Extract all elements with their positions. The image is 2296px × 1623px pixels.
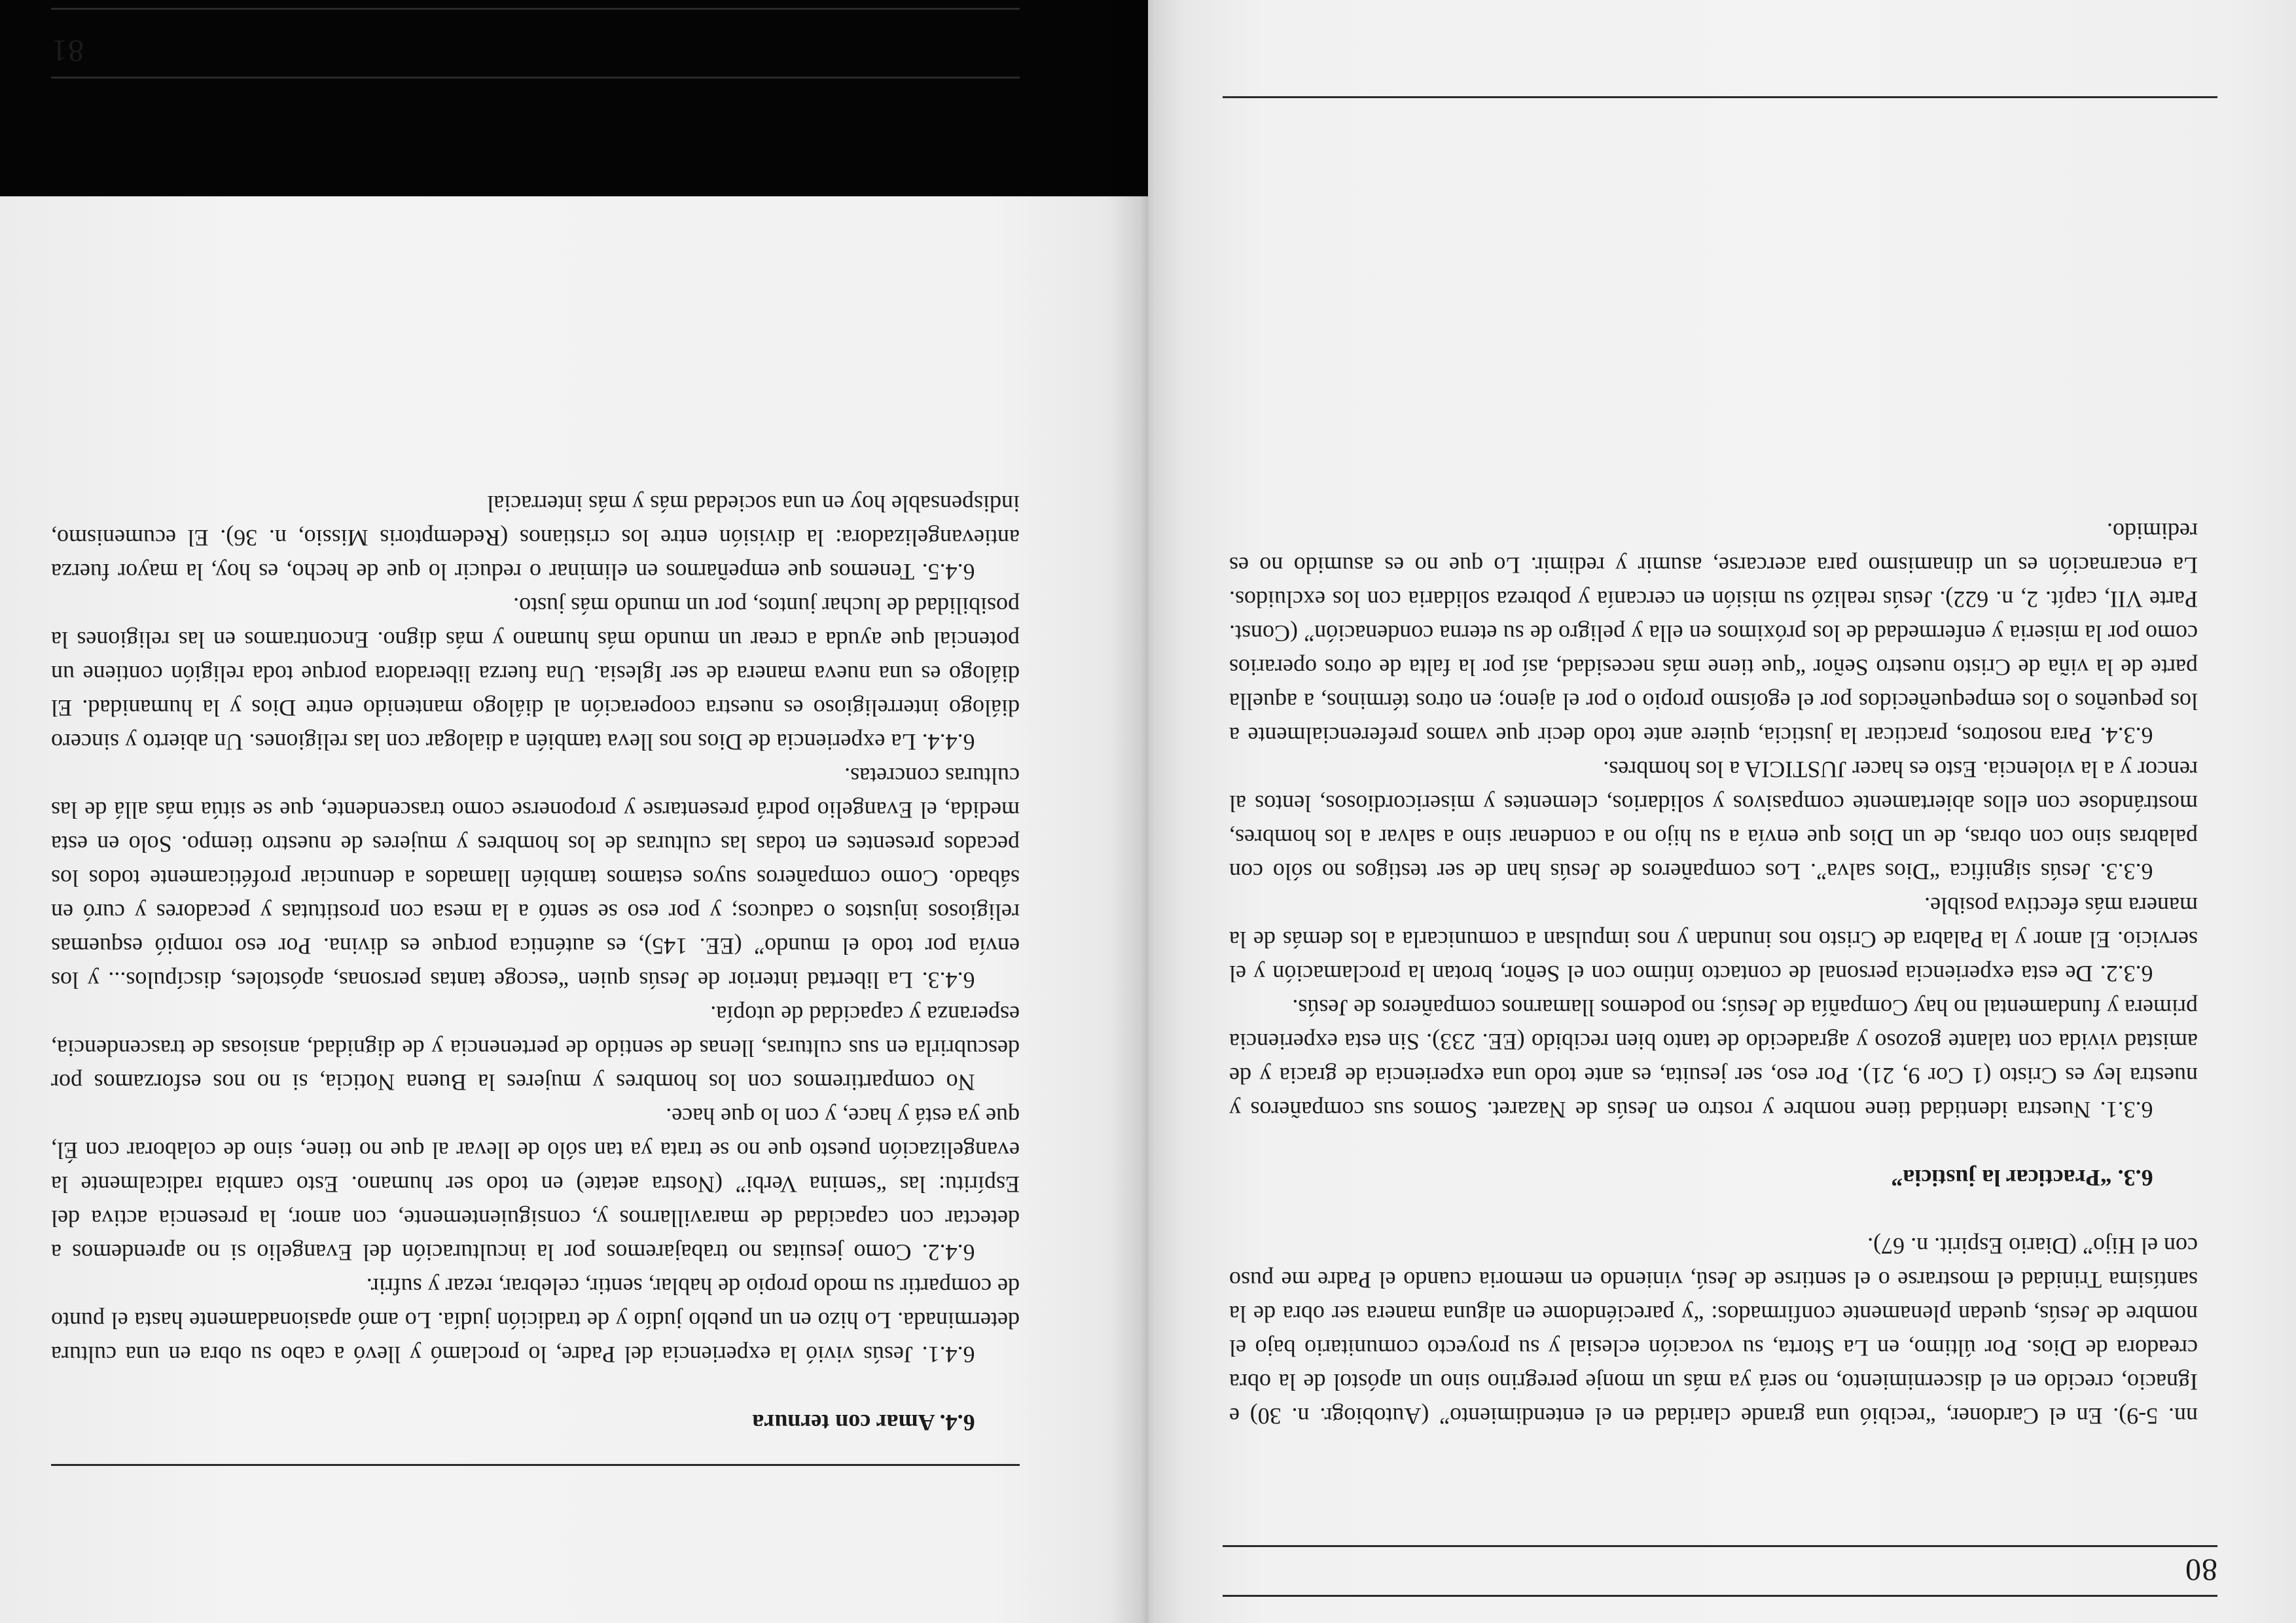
page-81-number: 81 — [51, 33, 84, 68]
page-80-paragraph: nn. 5-9). En el Cardoner, “recibió una grande claridad en el entendimiento” (Autobiogr. n. 30) e Ignacio, crecido en el discernimiento, no será ya más un monje peregrino sino un apóstol de la obra creadora de Dios. Por último, en La Storta, su vocación eclesial y su proyecto comunitario bajo el nombre de Jesús, quedan plenamente confirmados: “y pareciéndome en alguna manera ser obra de la santísima Trinidad el mostrarse o el sentirse de Jesú, viniendo en memoria cuando el Padre me puso con el Hijo” (Diario Espirit. n. 67). — [1229, 1233, 2198, 1429]
page-81-text — [51, 487, 1020, 1440]
page-81-paragraph: No compartiremos con los hombres y mujeres la Buena Noticia, si no nos esforzamos por descubrirla en sus culturas, llenas de sentido de pertenencia y de dignidad, ansiosas de trascendencia, esperanza y capacidad de utopía. — [51, 1001, 1020, 1096]
page-80-number: 80 — [2185, 1552, 2217, 1587]
page-81-paragraph: 6.4.4. La experiencia de Dios nos lleva también a dialogar con las religiones. Un abierto y sincero diálogo interreligioso es nuestra cooperación al diálogo mantenido entre Dios y la humanidad. El diálogo es una nueva manera de ser Iglesia. Una fuerza liberadora porque toda religión contiene un potencial que ayuda a crear un mundo más humano y más digno. Encontramos en las religiones la posibilidad de luchar juntos, por un mundo más justo. — [51, 593, 1020, 755]
page-80-header-rule — [1223, 1545, 2217, 1547]
page-80-paragraph: 6.3.3. Jesús significa “Dios salva”. Los compañeros de Jesús han de ser testigos no sólo con palabras sino con obras, de un Dios que envía a su hijo no a condenar sino a salvar a los hombres, mostrándose con ellos abiertamente compasivos y solidarios, clementes y misericordiosos, lentos al rencor y a la violencia. Esto es hacer JUSTICIA a los hombres. — [1229, 757, 2198, 885]
page-81-paragraph: 6.4.5. Tenemos que empeñarnos en eliminar o reducir lo que de hecho, es hoy, la mayor fuerza antievangelizadora: la división entre los cristianos (Redemptoris Missio, n. 36). El ecumenismo, indispensable hoy en una sociedad más y más interracial — [51, 491, 1020, 585]
page-81-paragraph: 6.4.1. Jesús vivió la experiencia del Padre, lo proclamó y llevó a cabo su obra en una cultura determinada. Lo hizo en un pueblo judío y de tradición judía. Lo amó apasionadamente hasta el punto de compartir su modo propio de hablar, sentir, celebrar, rezar y sufrir. — [51, 1274, 1020, 1368]
page-80-paragraph: 6.3.2. De esta experiencia personal de contacto íntimo con el Señor, brotan la proclamación y el servicio. El amor y la Palabra de Cristo nos inundan y nos impulsan a comunicarla a los demás de la manera más efectiva posible. — [1229, 893, 2198, 987]
page-80-bottom-rule — [1223, 96, 2217, 98]
page-80-top-rule — [1223, 1595, 2217, 1597]
page-80-text — [1229, 514, 2198, 1433]
book-gutter — [1111, 0, 1183, 1623]
page-81-section-heading: 6.4. Amar con ternura — [752, 1410, 975, 1436]
page-80-section-heading: 6.3. “Practicar la justicia” — [1891, 1165, 2153, 1191]
page-81-top-rule — [51, 8, 1020, 10]
page-81-header-rule — [51, 77, 1020, 79]
page-80-paragraph: 6.3.1. Nuestra identidad tiene nombre y rostro en Jesús de Nazaret. Somos sus compañeros y nuestra ley es Cristo (1 Cor 9, 21). Por eso, ser jesuita, es ante todo una experiencia de gracia y de amistad vivida con talante gozoso y agradecido de tanto bien recibido (EE. 233). Sin esta experiencia primera y fundamental no hay Compañía de Jesús; no podemos llamarnos compañeros de Jesús. — [1229, 995, 2198, 1123]
page-81-section-rule — [51, 1464, 1020, 1466]
page-81-paragraph: 6.4.2. Como jesuitas no trabajaremos por la inculturación del Evangelio si no aprendemos a detectar con capacidad de maravillarnos y, consiguientemente, con amor, la presencia activa del Espíritu: las “semina Verbi” (Nostra aetate) en todo ser humano. Esto cambia radicalmente la evangelización puesto que no se trata ya tan sólo de llevar al que no tiene, sino de colaborar con Él, que ya está y hace, y con lo que hace. — [51, 1103, 1020, 1266]
page-80-paragraph: 6.3.4. Para nosotros, practicar la justicia, quiere ante todo decir que vamos preferencialmente a los pequeños o los empequeñecidos por el egoísmo propio o por el ajeno; en otros términos, a aquella parte de la viña de Cristo nuestro Señor “que tiene más necesidad, así por la falta de otros operarios como por la miseria y enfermedad de los próximos en ella y peligro de su eterna condenación” (Const. Parte VII, capít. 2, n. 622). Jesús realizó su misión en cercanía y pobreza solidaria con los excluidos. La encarnación es un dinamismo para acercarse, asumir y redimir. Lo que no es asumido no es redimido. — [1229, 518, 2198, 749]
page-81-paragraph: 6.4.3. La libertad interior de Jesús quien “escoge tantas personas, apóstoles, discípulos... y los envía por todo el mundo” (EE. 145), es auténtica porque es divina. Por eso rompió esquemas religiosos injustos o caducos; y por eso se sentó a la mesa con prostitutas y pecadores y curó en sábado. Como compañeros suyos estamos también llamados a denunciar proféticamente todos los pecados presentes en todas las culturas de los hombres y mujeres de nuestro tiempo. Solo en esta medida, el Evangelio podrá presentarse y proponerse como trascendente, que se sitúa más allá de las culturas concretas. — [51, 763, 1020, 993]
